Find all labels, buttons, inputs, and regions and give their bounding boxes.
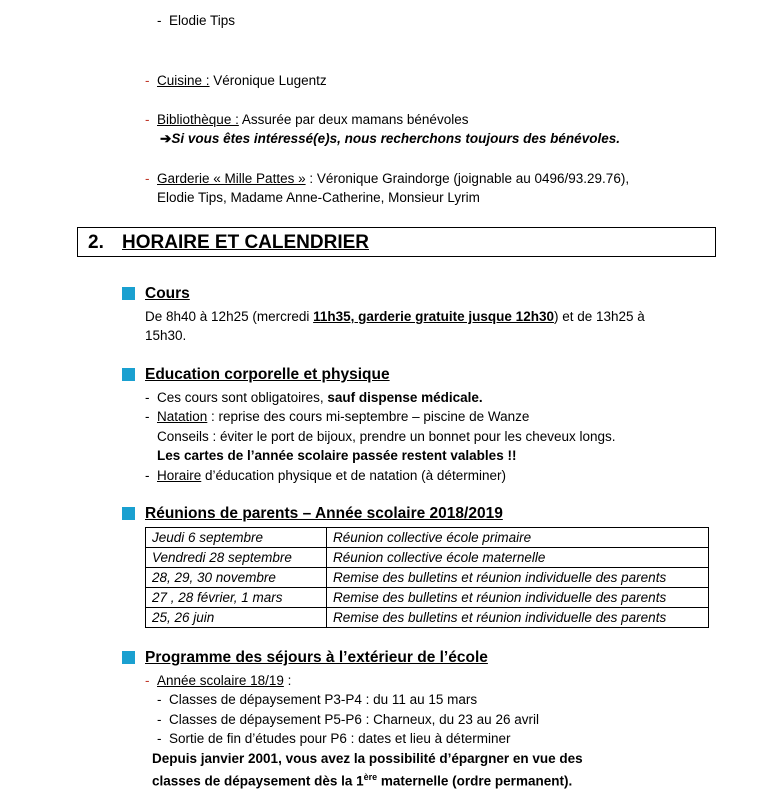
sejours-item: - Sortie de fin d’études pour P6 : dates et lieu à déterminer xyxy=(157,731,511,746)
bullet-square-icon xyxy=(122,651,135,664)
bullet-square-icon xyxy=(122,287,135,300)
table-row: 28, 29, 30 novembre Remise des bulletins et réunion individuelle des parents xyxy=(146,568,709,588)
cours-heading: Cours xyxy=(145,285,190,302)
table-row: Vendredi 28 septembre Réunion collective école maternelle xyxy=(146,548,709,568)
garderie-label: Garderie « Mille Pattes » xyxy=(157,171,306,186)
education-item-natation: - Natation : reprise des cours mi-septembre – piscine de Wanze xyxy=(145,409,530,424)
meetings-table xyxy=(145,527,709,628)
education-conseils: Conseils : éviter le port de bijoux, prendre un bonnet pour les cheveux longs. xyxy=(157,429,616,444)
education-cartes-note: Les cartes de l’année scolaire passée restent valables !! xyxy=(157,448,517,463)
bullet-square-icon xyxy=(122,507,135,520)
epargne-note-line2: classes de dépaysement dès la 1ère maternelle (ordre permanent). xyxy=(152,772,573,789)
list-item-cuisine: - Cuisine : Véronique Lugentz xyxy=(145,73,327,88)
volunteer-note: ➔Si vous êtes intéressé(e)s, nous recherchons toujours des bénévoles. xyxy=(160,131,620,146)
list-item-bibliotheque: - Bibliothèque : Assurée par deux mamans bénévoles xyxy=(145,112,469,127)
sejours-item: - Classes de dépaysement P3-P4 : du 11 au 15 mars xyxy=(157,692,478,707)
bibliotheque-label: Bibliothèque : xyxy=(157,112,239,127)
bullet-square-icon xyxy=(122,368,135,381)
section-number: 2. xyxy=(88,232,104,253)
section-header xyxy=(77,227,716,257)
reunions-heading: Réunions de parents – Année scolaire 2018/2019 xyxy=(145,505,503,522)
section-title: HORAIRE ET CALENDRIER xyxy=(122,232,370,253)
list-item-garderie: - Garderie « Mille Pattes » : Véronique Graindorge (joignable au 0496/93.29.76), xyxy=(145,171,630,186)
cuisine-label: Cuisine : xyxy=(157,73,210,88)
table-row: 25, 26 juin Remise des bulletins et réunion individuelle des parents xyxy=(146,608,709,628)
epargne-note-line1: Depuis janvier 2001, vous avez la possibilité d’épargner en vue des xyxy=(152,751,583,766)
cours-text-line1: De 8h40 à 12h25 (mercredi 11h35, garderie gratuite jusque 12h30) et de 13h25 à xyxy=(145,309,645,324)
garderie-staff: Elodie Tips, Madame Anne-Catherine, Monsieur Lyrim xyxy=(157,190,480,205)
sejours-item: - Classes de dépaysement P5-P6 : Charneux, du 23 au 26 avril xyxy=(157,712,539,727)
list-item-elodie: - Elodie Tips xyxy=(157,13,236,28)
table-row: Jeudi 6 septembre Réunion collective école primaire xyxy=(146,528,709,548)
education-item-obligatoires: - Ces cours sont obligatoires, sauf dispense médicale. xyxy=(145,390,483,405)
education-item-horaire: - Horaire d’éducation physique et de natation (à déterminer) xyxy=(145,468,506,483)
arrow-right-icon: ➔ xyxy=(160,131,172,146)
sejours-annee: - Année scolaire 18/19 : xyxy=(145,673,292,688)
sejours-heading: Programme des séjours à l’extérieur de l’école xyxy=(145,649,488,666)
education-heading: Education corporelle et physique xyxy=(145,366,390,383)
table-row: 27 , 28 février, 1 mars Remise des bulletins et réunion individuelle des parents xyxy=(146,588,709,608)
cours-text-line2: 15h30. xyxy=(145,328,187,343)
